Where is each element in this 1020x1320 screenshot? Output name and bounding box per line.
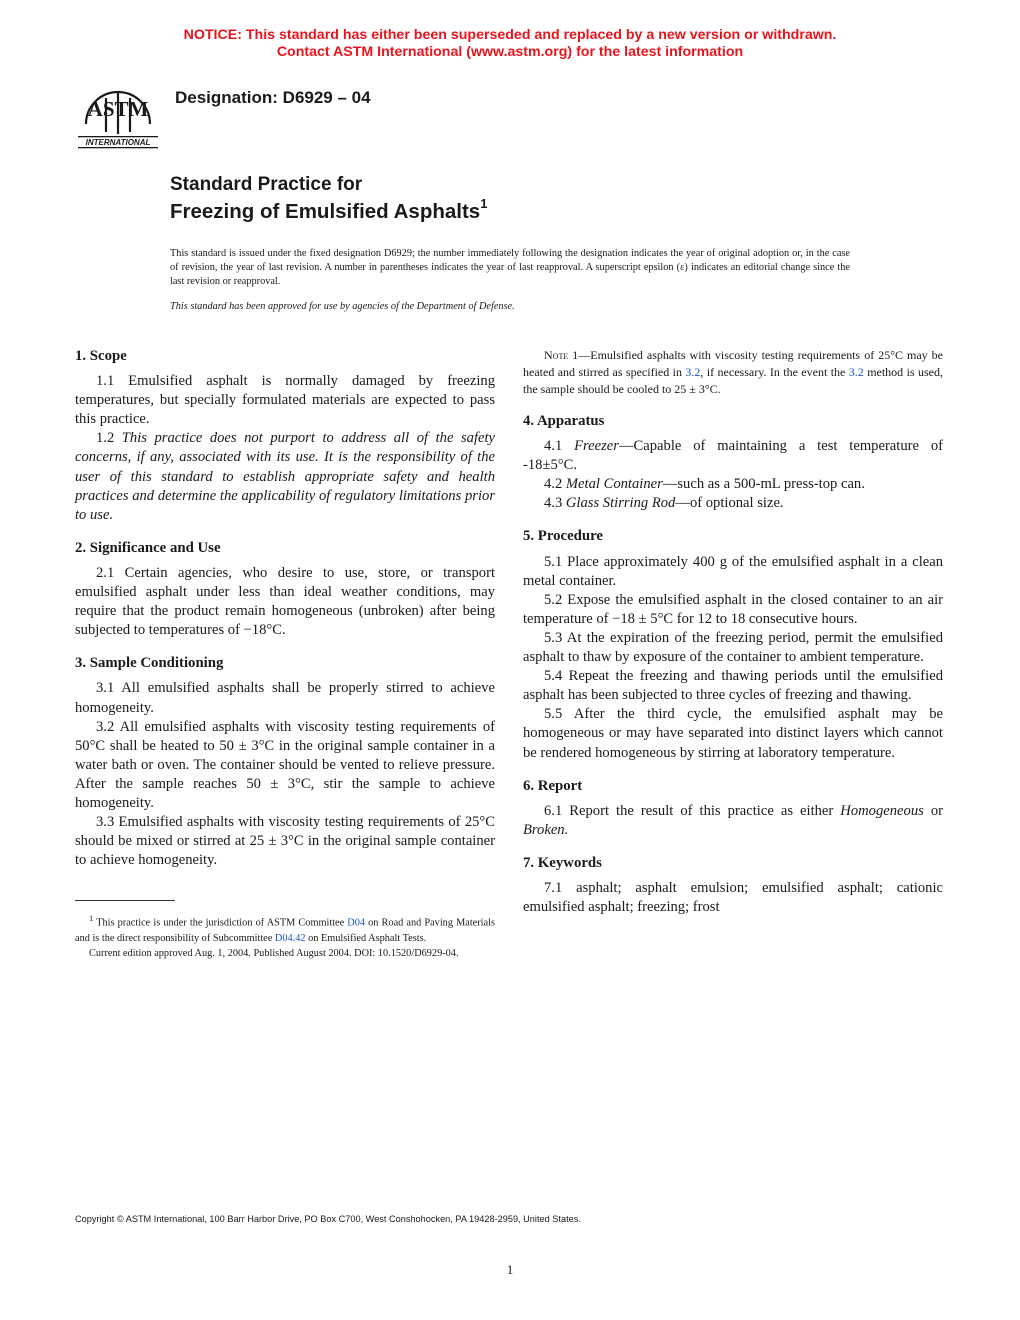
para-6-1-text-a: 6.1 Report the result of this practice as either xyxy=(544,802,841,819)
para-1-2-num: 1.2 xyxy=(96,430,122,447)
para-6-1-term-2: Broken. xyxy=(523,821,569,838)
para-4-2 xyxy=(523,475,943,494)
para-4-3 xyxy=(523,494,943,513)
note-1 xyxy=(523,347,943,398)
footnote-text-b: on Road and Paving Materials and is the direct responsibility of Subcommittee xyxy=(75,917,495,944)
link-d04[interactable]: D04 xyxy=(347,917,366,929)
footnote-jurisdiction xyxy=(75,911,495,946)
copyright-line: Copyright © ASTM International, 100 Barr Harbor Drive, PO Box C700, West Conshohocken, PA 19428-2959, United States. xyxy=(75,1214,581,1224)
approved-paragraph: This standard has been approved for use by agencies of the Department of Defense. xyxy=(170,301,515,312)
para-5-5: 5.5 After the third cycle, the emulsified asphalt may be homogeneous or may have separated into distinct layers which cannot be rendered homogeneous by stirring at laboratory temperature. xyxy=(523,706,943,761)
title-line-1: Standard Practice for xyxy=(170,174,363,195)
title-text: Freezing of Emulsified Asphalts xyxy=(170,199,481,223)
para-4-2-term: Metal Container xyxy=(565,476,663,493)
logo-letters: ASTM xyxy=(87,97,149,121)
link-d04-42[interactable]: D04.42 xyxy=(274,932,306,944)
para-6-1-text-b: or xyxy=(923,802,943,819)
footnote-text-c: on Emulsified Asphalt Tests. xyxy=(305,932,427,944)
logo-international: INTERNATIONAL xyxy=(85,138,151,147)
para-4-1-term: Freezer xyxy=(574,438,619,455)
para-5-1: 5.1 Place approximately 400 g of the emulsified asphalt in a clean metal container. xyxy=(523,553,943,589)
para-3-1: 3.1 All emulsified asphalts shall be properly stirred to achieve homogeneity. xyxy=(75,680,495,716)
para-4-2-text: —such as a 500-mL press-top can. xyxy=(662,476,865,493)
note-text-c: method is used, the sample should be cooled to 25 ± 3°C. xyxy=(523,365,944,396)
para-7-1: 7.1 asphalt; asphalt emulsion; emulsified asphalt; cationic emulsified asphalt; freezing; frost xyxy=(523,879,943,916)
astm-logo xyxy=(76,74,160,150)
title-line-2 xyxy=(170,198,487,224)
section-heading-apparatus: 4. Apparatus xyxy=(523,413,605,429)
link-3-2-b[interactable]: 3.2 xyxy=(848,365,864,379)
note-label: Note 1 xyxy=(544,348,579,362)
page-number: 1 xyxy=(506,1262,514,1277)
withdrawal-notice xyxy=(0,27,1020,61)
designation: Designation: D6929 – 04 xyxy=(175,88,371,107)
footnote-edition: Current edition approved Aug. 1, 2004. Published August 2004. DOI: 10.1520/D6929-04. xyxy=(89,948,459,960)
para-4-2-num: 4.2 xyxy=(544,476,566,493)
section-heading-conditioning: 3. Sample Conditioning xyxy=(75,655,224,672)
para-1-1: 1.1 Emulsified asphalt is normally damaged by freezing temperatures, but specially formulated materials are expected to pass this practice. xyxy=(75,373,495,428)
right-column xyxy=(523,347,943,917)
para-4-1-num: 4.1 xyxy=(544,438,575,455)
para-4-1-text: —Capable of maintaining a test temperature of -18±5°C. xyxy=(523,438,943,474)
notice-line-1: NOTICE: This standard has either been superseded and replaced by a new version or withdrawn. xyxy=(183,27,837,43)
left-column xyxy=(75,347,495,870)
para-4-3-text: —of optional size. xyxy=(675,495,784,512)
para-5-2: 5.2 Expose the emulsified asphalt in the closed container to an air temperature of −18 ± 5°C for 12 to 18 consecutive hours. xyxy=(523,591,943,627)
para-4-3-num: 4.3 xyxy=(544,495,566,512)
para-5-4: 5.4 Repeat the freezing and thawing periods until the emulsified asphalt has been subjected to three cycles of freezing and thawing. xyxy=(523,668,943,704)
link-3-2-a[interactable]: 3.2 xyxy=(685,365,701,379)
note-text-b: , if necessary. In the event the xyxy=(700,365,849,379)
footnote xyxy=(75,911,495,962)
para-5-3: 5.3 At the expiration of the freezing period, permit the emulsified asphalt to thaw by exposure of the container to ambient temperature. xyxy=(523,629,943,666)
para-6-1 xyxy=(523,802,943,840)
para-3-2: 3.2 All emulsified asphalts with viscosity testing requirements of 50°C shall be heated to 50 ± 3°C in the original sample container in a water bath or oven. The container should be vented to relieve pressure. After the sample reaches 50 ± 3°C, stir the sample to achieve homogeneity. xyxy=(75,718,495,811)
para-4-1 xyxy=(523,437,943,475)
para-1-2 xyxy=(75,429,495,524)
title-footnote-mark[interactable]: 1 xyxy=(480,196,488,211)
para-4-3-term: Glass Stirring Rod xyxy=(565,495,676,512)
para-3-3: 3.3 Emulsified asphalts with viscosity testing requirements of 25°C should be mixed or stirred at 25 ± 3°C in the original sample container to achieve homogeneity. xyxy=(75,814,495,869)
section-heading-report: 6. Report xyxy=(523,777,583,794)
notice-line-2: Contact ASTM International (www.astm.org) for the latest information xyxy=(276,44,744,60)
note-text-a: —Emulsified asphalts with viscosity testing requirements of 25°C may be heated and stirred as specified in xyxy=(523,348,944,379)
section-heading-keywords: 7. Keywords xyxy=(523,854,602,871)
footnote-text-a: This practice is under the jurisdiction of ASTM Committee xyxy=(93,917,348,929)
para-1-2-text: This practice does not purport to address all of the safety concerns, if any, associated with its use. It is the responsibility of the user of this standard to establish appropriate safety and health practices and determine the applicability of regulatory limitations prior to use. xyxy=(75,430,496,523)
para-2-1: 2.1 Certain agencies, who desire to use, store, or transport emulsified asphalt under less than ideal weather conditions, may require that the product remain homogeneous (unbroken) after being subjected to temperatures of −18°C. xyxy=(75,564,495,639)
section-heading-procedure: 5. Procedure xyxy=(523,528,603,545)
footnote-divider xyxy=(75,900,175,901)
para-6-1-term-1: Homogeneous xyxy=(840,802,924,819)
section-heading-scope: 1. Scope xyxy=(75,348,127,364)
section-heading-significance: 2. Significance and Use xyxy=(75,539,221,556)
issued-paragraph: This standard is issued under the fixed designation D6929; the number immediately following the designation indicates the year of original adoption or, in the case of revision, the year of last revision. A number in parentheses indicates the year of last reapproval. A superscript epsilon (ε) indicates an editorial change since the last revision or reapproval. xyxy=(170,248,850,287)
footnote-mark: 1 xyxy=(89,913,94,923)
